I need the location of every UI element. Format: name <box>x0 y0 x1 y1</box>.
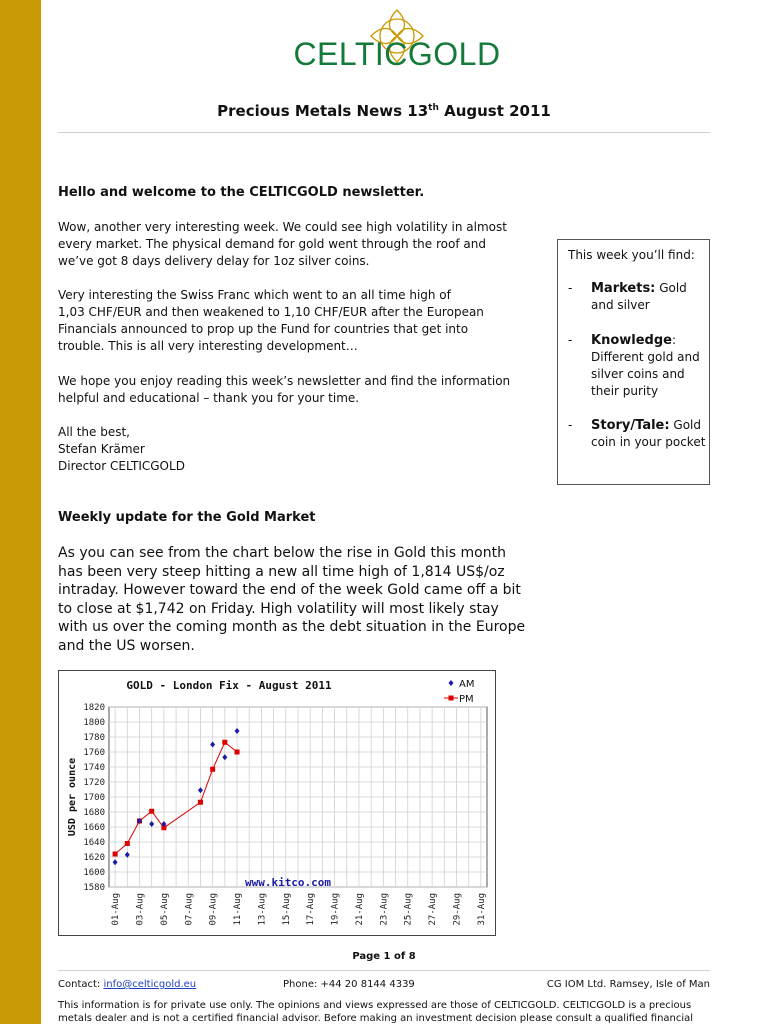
footer-divider <box>58 970 710 971</box>
x-tick-label: 09-Aug <box>208 893 219 926</box>
footer-address: CG IOM Ltd. Ramsey, Isle of Man <box>546 979 710 990</box>
x-tick-label: 17-Aug <box>306 893 317 926</box>
y-tick-label: 1700 <box>83 793 105 803</box>
chart-title: GOLD - London Fix - August 2011 <box>126 679 332 692</box>
y-tick-label: 1800 <box>83 718 105 728</box>
x-tick-label: 05-Aug <box>159 893 170 926</box>
page-title: Precious Metals News 13th August 2011 <box>217 102 551 120</box>
intro-paragraph: Wow, another very interesting week. We could see high volatility in almost every market. The physical demand for gold went through the roof and we’ve got 8 days delivery delay for 1oz silver coins. <box>58 220 507 268</box>
disclaimer: This information is for private use only. The opinions and views expressed are those of CELTICGOLD. CELTICGOLD is a precious metals dealer and is not a certified financial advisor. Before making an investment decision please consult a qualified financial <box>58 1000 694 1024</box>
y-tick-label: 1600 <box>83 868 105 878</box>
pm-point <box>149 809 154 814</box>
x-tick-label: 27-Aug <box>428 893 439 926</box>
section-heading: Weekly update for the Gold Market <box>58 510 316 525</box>
legend-pm-marker <box>449 696 454 701</box>
x-tick-label: 19-Aug <box>330 893 341 926</box>
pm-point <box>235 750 240 755</box>
header-divider <box>58 132 710 133</box>
pm-point <box>113 852 118 857</box>
signoff: All the best, Stefan Krämer Director CELTICGOLD <box>58 425 185 473</box>
page-number: Page 1 of 8 <box>352 951 416 962</box>
chart-watermark: www.kitco.com <box>244 876 332 889</box>
y-tick-label: 1580 <box>83 883 105 893</box>
contents-intro: This week you’ll find: <box>568 248 695 262</box>
celticgold-logo <box>292 6 502 84</box>
enjoy-paragraph: We hope you enjoy reading this week’s newsletter and find the information helpful and educational – thank you for your time. <box>58 374 511 405</box>
market-paragraph: As you can see from the chart below the rise in Gold this month has been very steep hitting a new all time high of 1,814 US$/oz intraday. However toward the end of the week Gold came off a bit to close at $1,742 on Friday. High volatility will most likely stay with us over the coming month as the debt situation in the Europe and the US worsen. <box>58 545 526 654</box>
y-tick-label: 1680 <box>83 808 105 818</box>
legend-am-marker <box>449 680 454 686</box>
y-tick-label: 1660 <box>83 823 105 833</box>
x-tick-label: 29-Aug <box>452 893 463 926</box>
y-tick-label: 1640 <box>83 838 105 848</box>
y-tick-label: 1760 <box>83 748 105 758</box>
x-tick-label: 25-Aug <box>403 893 414 926</box>
x-tick-label: 07-Aug <box>184 893 195 926</box>
x-tick-label: 11-Aug <box>233 893 244 926</box>
legend-am-label: AM <box>459 679 475 690</box>
left-gold-bar <box>0 0 41 1024</box>
x-tick-label: 03-Aug <box>135 893 146 926</box>
legend-pm-label: PM <box>459 694 474 705</box>
x-tick-label: 23-Aug <box>379 893 390 926</box>
x-tick-label: 01-Aug <box>111 893 122 926</box>
x-tick-label: 13-Aug <box>257 893 268 926</box>
y-tick-label: 1780 <box>83 733 105 743</box>
contents-box: This week you’ll find: - Markets: Gold and silver - Knowledge: Different gold and silver coins and their purity - Story/Tale: Gold coin in your pocket <box>557 239 710 485</box>
y-tick-label: 1620 <box>83 853 105 863</box>
greeting-heading: Hello and welcome to the CELTICGOLD newsletter. <box>58 185 425 200</box>
gold-price-chart <box>58 670 496 936</box>
y-tick-label: 1720 <box>83 778 105 788</box>
pm-point <box>198 800 203 805</box>
swiss-franc-paragraph: Very interesting the Swiss Franc which went to an all time high of 1,03 CHF/EUR and then weakened to 1,10 CHF/EUR after the European Financials announced to prop up the Fund for countries that get into trouble. This is all very interesting development… <box>58 288 484 353</box>
y-axis-label: USD per ounce <box>67 757 78 837</box>
footer-phone: Phone: +44 20 8144 4339 <box>283 979 415 990</box>
contact-email-link[interactable]: info@celticgold.eu <box>103 979 197 990</box>
x-tick-label: 31-Aug <box>476 893 487 926</box>
y-tick-label: 1740 <box>83 763 105 773</box>
pm-point <box>222 740 227 745</box>
chart-svg <box>59 671 495 935</box>
x-tick-label: 15-Aug <box>281 893 292 926</box>
footer-contact: Contact: info@celticgold.eu <box>58 979 197 990</box>
pm-point <box>125 841 130 846</box>
x-tick-label: 21-Aug <box>354 893 365 926</box>
brand-name: CELTICGOLD <box>293 36 501 72</box>
y-tick-label: 1820 <box>83 703 105 713</box>
pm-point <box>210 767 215 772</box>
